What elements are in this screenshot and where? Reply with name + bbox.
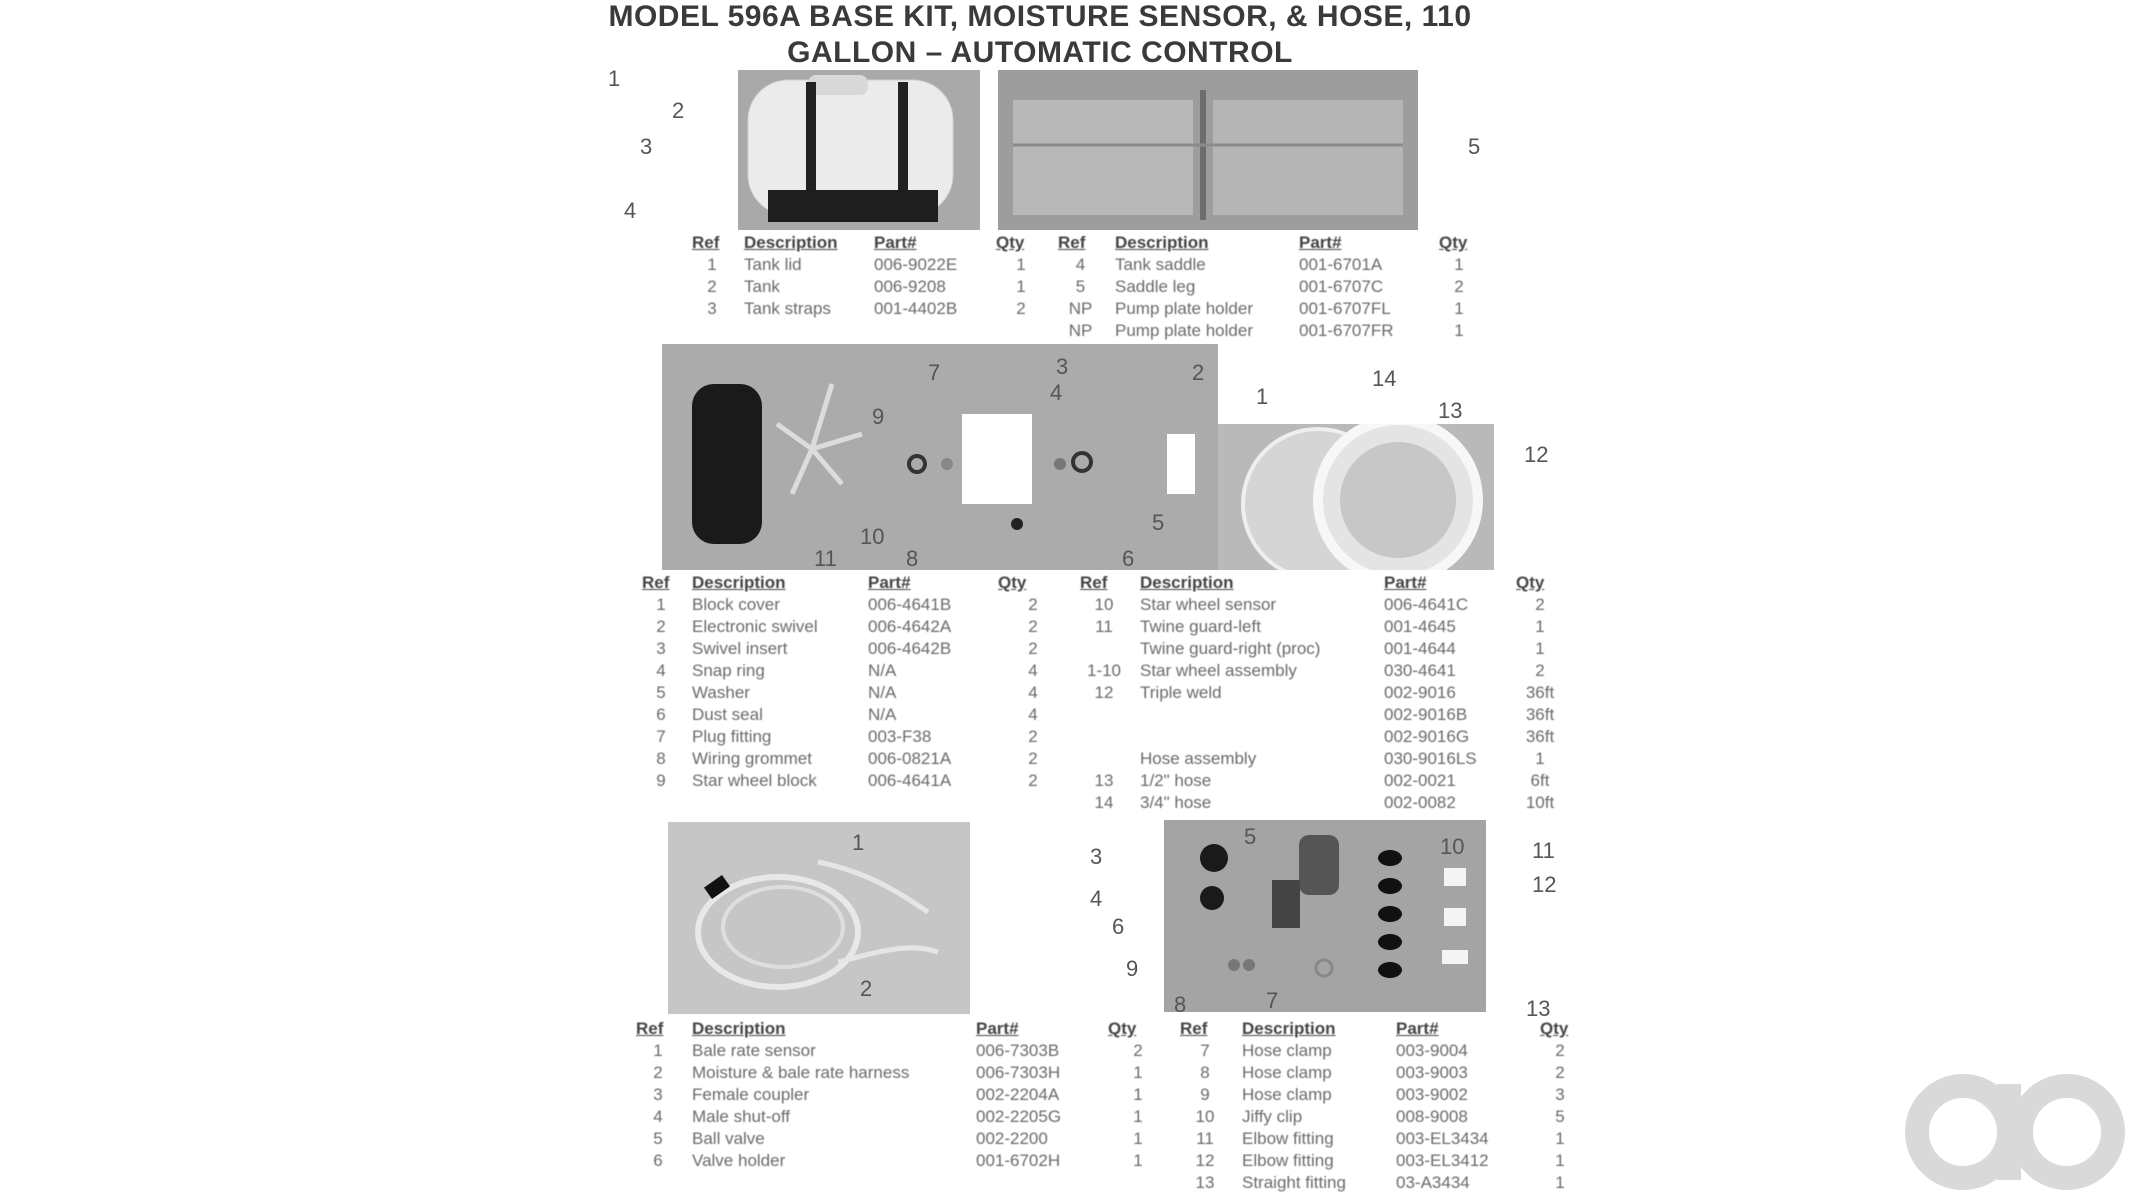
col-ref: Ref [1080,573,1108,592]
col-ref: Ref [1180,1019,1208,1038]
callout-9: 9 [1126,956,1139,981]
callout-13: 13 [1526,996,1551,1021]
col-part: Part# [976,1019,1019,1038]
callout-2: 2 [1192,360,1205,385]
callout-12: 12 [1532,872,1557,897]
page-title-line2: GALLON – AUTOMATIC CONTROL [787,36,1293,69]
table-row: 7 Plug fitting 003-F38 2 002-9016G 36ft [656,727,1555,746]
callout-1: 1 [608,66,621,91]
hose-rings-photo [1218,424,1494,570]
col-description: Description [692,573,786,592]
callout-10: 10 [860,524,885,549]
callout-10: 10 [1440,834,1465,859]
callout-9: 9 [872,404,885,429]
table-row: 14 3/4" hose 002-0082 10ft [1094,793,1555,812]
callout-3: 3 [1090,844,1103,869]
callout-8: 8 [1174,992,1187,1017]
callout-1: 1 [1256,384,1269,409]
col-part: Part# [1384,573,1427,592]
col-qty: Qty [998,573,1027,592]
callout-7: 7 [1266,988,1279,1013]
col-description: Description [692,1019,786,1038]
table-row: 13 Straight fitting 03-A3434 1 [1195,1173,1565,1192]
callout-4: 4 [1050,380,1063,405]
callout-13: 13 [1438,398,1463,423]
callout-8: 8 [906,546,919,571]
callout-3: 3 [640,134,653,159]
col-qty: Qty [1516,573,1545,592]
callout-2: 2 [672,98,685,123]
table-row: 2 Moisture & bale rate harness 006-7303H 1 8 Hose clamp 003-9003 2 [653,1063,1565,1082]
col-description: Description [1242,1019,1336,1038]
col-part: Part# [868,573,911,592]
col-ref: Ref [1058,233,1086,252]
table-row: 3 Tank straps 001-4402B 2 NP Pump plate holder 001-6707FL 1 [707,299,1464,318]
col-part: Part# [1396,1019,1439,1038]
callout-5: 5 [1152,510,1165,535]
table-row: 4 Snap ring N/A 4 1-10 Star wheel assembly 030-4641 2 [656,661,1545,680]
callout-14: 14 [1372,366,1397,391]
table-row: 2 Electronic swivel 006-4642A 2 11 Twine guard-left 001-4645 1 [656,617,1545,636]
table-row: 2 Tank 006-9208 1 5 Saddle leg 001-6707C 2 [707,277,1464,296]
table-row: 1 Block cover 006-4641B 2 10 Star wheel sensor 006-4641C 2 [656,595,1545,614]
table-row: 6 Dust seal N/A 4 002-9016B 36ft [656,705,1555,724]
harness-photo [668,822,970,1014]
callout-4: 4 [624,198,637,223]
col-description: Description [744,233,838,252]
table-row: 5 Ball valve 002-2200 1 11 Elbow fitting 003-EL3434 1 [653,1129,1565,1148]
table-row: 1 Bale rate sensor 006-7303B 2 7 Hose clamp 003-9004 2 [653,1041,1565,1060]
table-row: 3 Swivel insert 006-4642B 2 Twine guard-right (proc) 001-4644 1 [656,639,1545,658]
callout-12: 12 [1524,442,1549,467]
callout-6: 6 [1112,914,1125,939]
col-qty: Qty [1108,1019,1137,1038]
col-qty: Qty [1439,233,1468,252]
table-row: 6 Valve holder 001-6702H 1 12 Elbow fitting 003-EL3412 1 [653,1151,1565,1170]
callout-6: 6 [1122,546,1135,571]
watermark-logo [1905,1070,2125,1195]
table-row: 8 Wiring grommet 006-0821A 2 Hose assembly 030-9016LS 1 [656,749,1545,768]
parts-table-tank [686,232,1485,342]
table-row: 9 Star wheel block 006-4641A 2 13 1/2" hose 002-0021 6ft [656,771,1550,790]
page-title-line1: MODEL 596A BASE KIT, MOISTURE SENSOR, & HOSE, 110 [608,0,1472,33]
callout-4: 4 [1090,886,1103,911]
callout-1: 1 [852,830,865,855]
col-ref: Ref [636,1019,664,1038]
parts-table-sensor [636,572,1570,814]
callout-5: 5 [1244,824,1257,849]
callout-2: 2 [860,976,873,1001]
table-row: 1 Tank lid 006-9022E 1 4 Tank saddle 001-6701A 1 [707,255,1464,274]
tank-photo [738,70,980,230]
table-row: 5 Washer N/A 4 12 Triple weld 002-9016 36ft [656,683,1555,702]
callout-11: 11 [1532,838,1555,863]
table-row: 4 Male shut-off 002-2205G 1 10 Jiffy clip 008-9008 5 [653,1107,1565,1126]
col-ref: Ref [692,233,720,252]
col-description: Description [1140,573,1234,592]
parts-table-fittings [630,1018,1586,1194]
callout-7: 7 [928,360,941,385]
col-ref: Ref [642,573,670,592]
callout-5: 5 [1468,134,1481,159]
col-qty: Qty [996,233,1025,252]
col-qty: Qty [1540,1019,1569,1038]
col-part: Part# [1299,233,1342,252]
tank-saddle-photo [998,70,1418,230]
table-row: 3 Female coupler 002-2204A 1 9 Hose clamp 003-9002 3 [653,1085,1565,1104]
col-part: Part# [874,233,917,252]
table-row: NP Pump plate holder 001-6707FR 1 [1068,321,1464,340]
col-description: Description [1115,233,1209,252]
fittings-photo [1164,820,1486,1012]
callout-3: 3 [1056,354,1069,379]
callout-11: 11 [814,546,837,571]
